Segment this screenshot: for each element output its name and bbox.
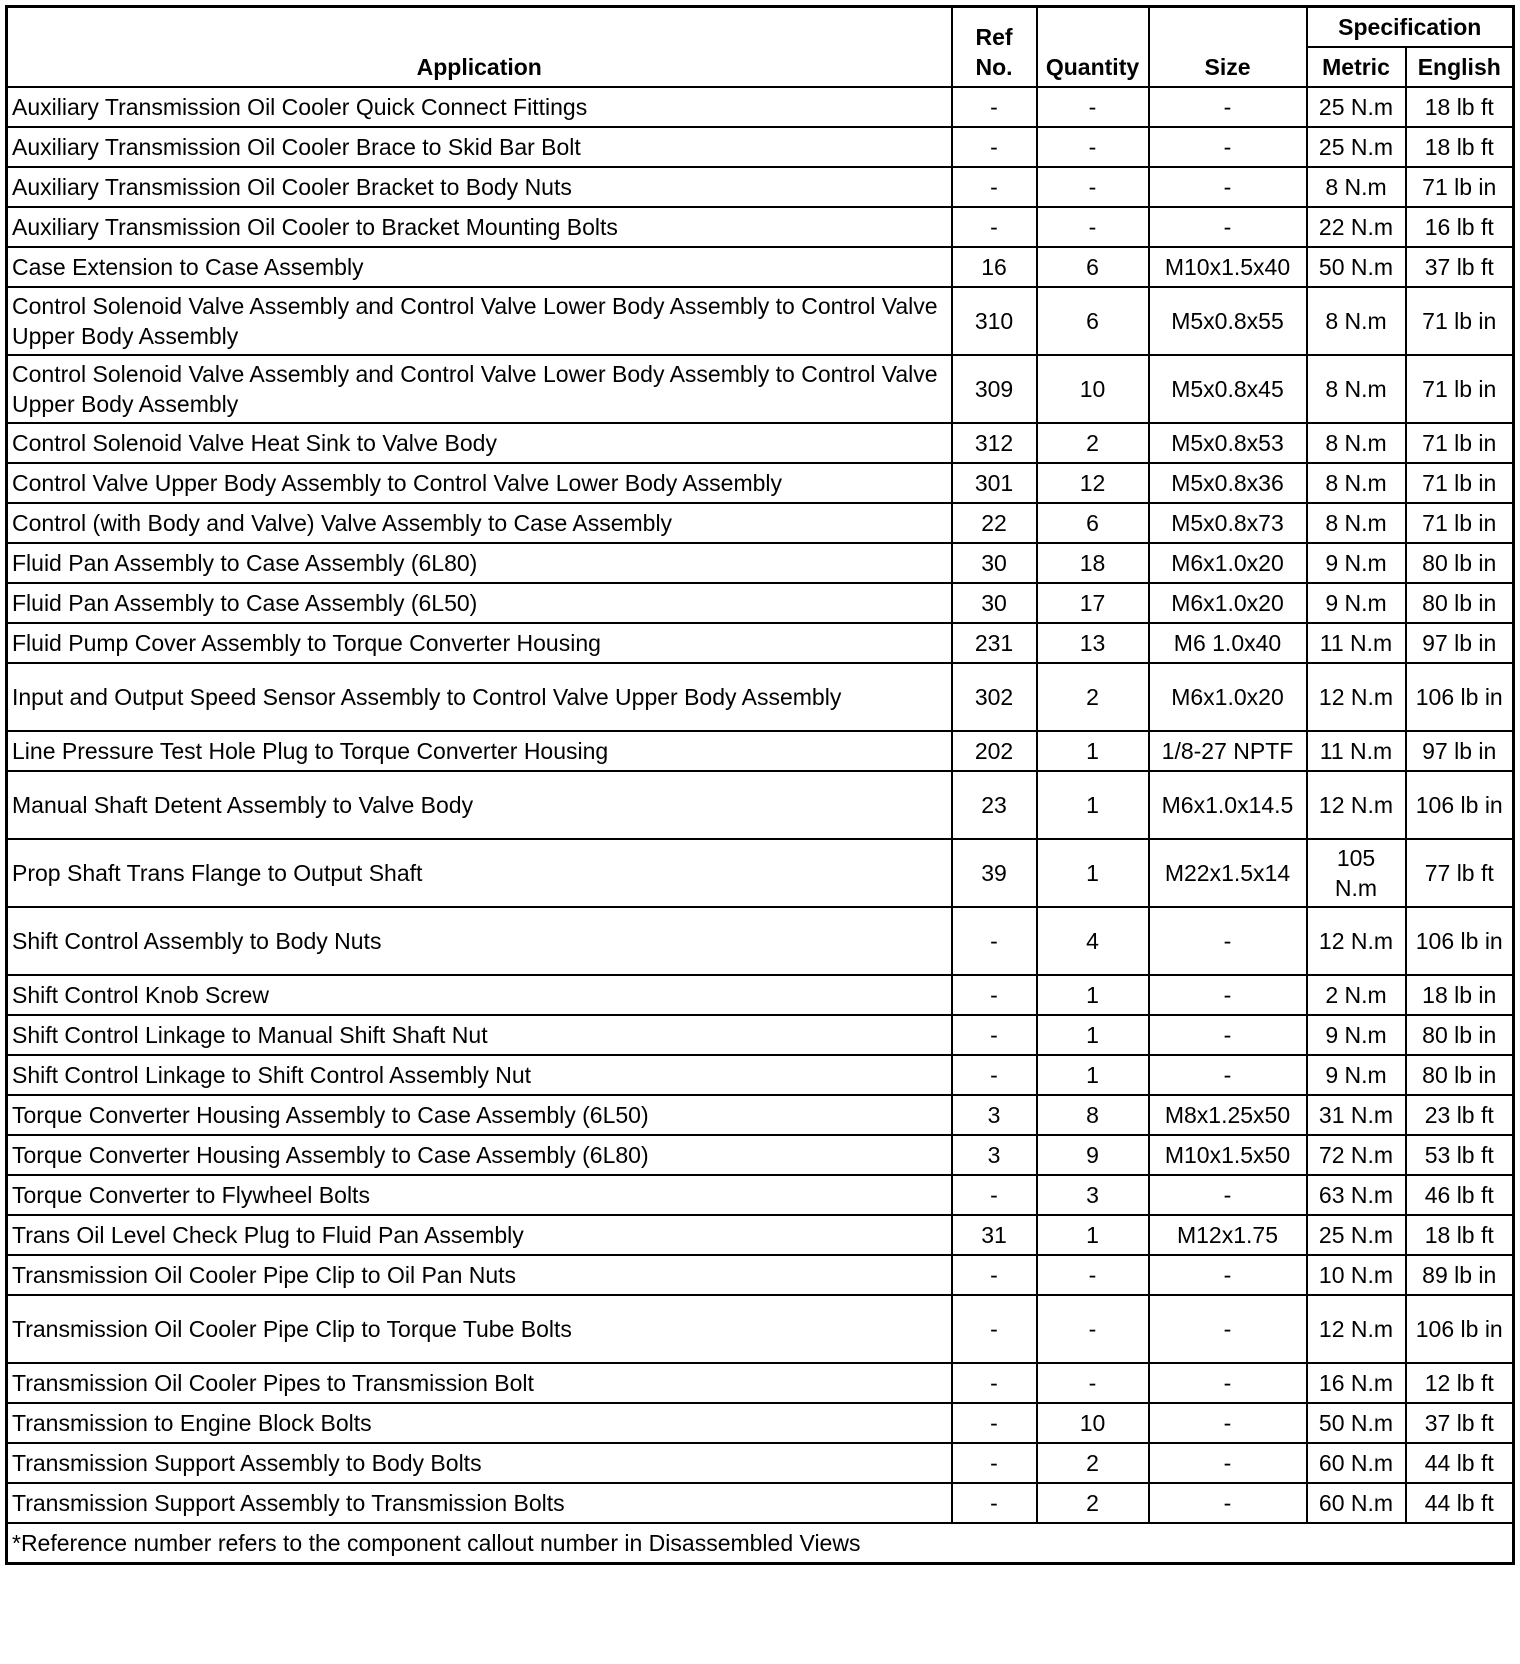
header-quantity: Quantity — [1037, 7, 1149, 88]
size-cell: M6x1.0x14.5 — [1149, 771, 1307, 839]
quantity-cell: 6 — [1037, 247, 1149, 287]
size-cell: - — [1149, 207, 1307, 247]
table-header — [7, 7, 1514, 88]
table-row — [7, 1403, 1514, 1443]
quantity-cell: 2 — [1037, 423, 1149, 463]
quantity-cell: 18 — [1037, 543, 1149, 583]
ref-no-cell: 23 — [952, 771, 1037, 839]
ref-no-cell: - — [952, 1255, 1037, 1295]
size-cell: - — [1149, 1255, 1307, 1295]
quantity-cell: 6 — [1037, 287, 1149, 355]
application-cell: Torque Converter Housing Assembly to Case Assembly (6L80) — [7, 1135, 952, 1175]
quantity-cell: 1 — [1037, 771, 1149, 839]
table-row — [7, 287, 1514, 355]
table-row — [7, 663, 1514, 731]
size-cell: - — [1149, 907, 1307, 975]
table-row — [7, 1295, 1514, 1363]
quantity-cell: - — [1037, 1363, 1149, 1403]
english-torque-cell: 37 lb ft — [1406, 1403, 1514, 1443]
size-cell: - — [1149, 1295, 1307, 1363]
table-body — [7, 87, 1514, 1523]
english-torque-cell: 18 lb ft — [1406, 1215, 1514, 1255]
english-torque-cell: 106 lb in — [1406, 1295, 1514, 1363]
ref-no-cell: 301 — [952, 463, 1037, 503]
metric-torque-cell: 50 N.m — [1307, 1403, 1406, 1443]
ref-no-cell: - — [952, 1403, 1037, 1443]
english-torque-cell: 106 lb in — [1406, 663, 1514, 731]
ref-no-cell: - — [952, 907, 1037, 975]
size-cell: M5x0.8x45 — [1149, 355, 1307, 423]
application-cell: Control Solenoid Valve Heat Sink to Valve Body — [7, 423, 952, 463]
header-size: Size — [1149, 7, 1307, 88]
size-cell: - — [1149, 127, 1307, 167]
ref-no-cell: 231 — [952, 623, 1037, 663]
table-row — [7, 771, 1514, 839]
quantity-cell: 1 — [1037, 839, 1149, 907]
english-torque-cell: 16 lb ft — [1406, 207, 1514, 247]
quantity-cell: 2 — [1037, 1443, 1149, 1483]
quantity-cell: 2 — [1037, 663, 1149, 731]
english-torque-cell: 80 lb in — [1406, 543, 1514, 583]
application-cell: Transmission Oil Cooler Pipe Clip to Oil Pan Nuts — [7, 1255, 952, 1295]
quantity-cell: 3 — [1037, 1175, 1149, 1215]
metric-torque-cell: 105 N.m — [1307, 839, 1406, 907]
quantity-cell: 9 — [1037, 1135, 1149, 1175]
table-row — [7, 623, 1514, 663]
application-cell: Shift Control Assembly to Body Nuts — [7, 907, 952, 975]
metric-torque-cell: 9 N.m — [1307, 583, 1406, 623]
quantity-cell: - — [1037, 127, 1149, 167]
quantity-cell: - — [1037, 167, 1149, 207]
application-cell: Auxiliary Transmission Oil Cooler Quick Connect Fittings — [7, 87, 952, 127]
size-cell: M6x1.0x20 — [1149, 583, 1307, 623]
table-row — [7, 1015, 1514, 1055]
english-torque-cell: 18 lb ft — [1406, 127, 1514, 167]
size-cell: M5x0.8x73 — [1149, 503, 1307, 543]
english-torque-cell: 71 lb in — [1406, 355, 1514, 423]
table-row — [7, 1215, 1514, 1255]
ref-no-cell: 30 — [952, 583, 1037, 623]
english-torque-cell: 106 lb in — [1406, 907, 1514, 975]
size-cell: M6x1.0x20 — [1149, 543, 1307, 583]
quantity-cell: - — [1037, 207, 1149, 247]
english-torque-cell: 37 lb ft — [1406, 247, 1514, 287]
table-row — [7, 355, 1514, 423]
english-torque-cell: 18 lb ft — [1406, 87, 1514, 127]
english-torque-cell: 46 lb ft — [1406, 1175, 1514, 1215]
metric-torque-cell: 8 N.m — [1307, 423, 1406, 463]
english-torque-cell: 23 lb ft — [1406, 1095, 1514, 1135]
table-row — [7, 247, 1514, 287]
header-ref-no-line1: Ref — [975, 24, 1013, 50]
ref-no-cell: - — [952, 1175, 1037, 1215]
metric-torque-cell: 2 N.m — [1307, 975, 1406, 1015]
metric-torque-cell: 9 N.m — [1307, 1055, 1406, 1095]
size-cell: M5x0.8x53 — [1149, 423, 1307, 463]
quantity-cell: 17 — [1037, 583, 1149, 623]
fastener-torque-table-container — [5, 5, 1512, 1565]
quantity-cell: 12 — [1037, 463, 1149, 503]
size-cell: M6x1.0x20 — [1149, 663, 1307, 731]
quantity-cell: - — [1037, 87, 1149, 127]
quantity-cell: 8 — [1037, 1095, 1149, 1135]
application-cell: Auxiliary Transmission Oil Cooler to Bracket Mounting Bolts — [7, 207, 952, 247]
quantity-cell: - — [1037, 1255, 1149, 1295]
quantity-cell: 13 — [1037, 623, 1149, 663]
size-cell: M10x1.5x40 — [1149, 247, 1307, 287]
application-cell: Fluid Pump Cover Assembly to Torque Converter Housing — [7, 623, 952, 663]
application-cell: Control (with Body and Valve) Valve Assembly to Case Assembly — [7, 503, 952, 543]
table-row — [7, 463, 1514, 503]
metric-torque-cell: 12 N.m — [1307, 907, 1406, 975]
metric-torque-cell: 25 N.m — [1307, 87, 1406, 127]
ref-no-cell: 31 — [952, 1215, 1037, 1255]
application-cell: Shift Control Linkage to Manual Shift Shaft Nut — [7, 1015, 952, 1055]
quantity-cell: 10 — [1037, 355, 1149, 423]
size-cell: M10x1.5x50 — [1149, 1135, 1307, 1175]
english-torque-cell: 77 lb ft — [1406, 839, 1514, 907]
table-row — [7, 503, 1514, 543]
table-row — [7, 731, 1514, 771]
application-cell: Shift Control Linkage to Shift Control Assembly Nut — [7, 1055, 952, 1095]
english-torque-cell: 71 lb in — [1406, 503, 1514, 543]
metric-torque-cell: 8 N.m — [1307, 463, 1406, 503]
table-row — [7, 1095, 1514, 1135]
table-row — [7, 975, 1514, 1015]
english-torque-cell: 18 lb in — [1406, 975, 1514, 1015]
ref-no-cell: 22 — [952, 503, 1037, 543]
ref-no-cell: - — [952, 1295, 1037, 1363]
ref-no-cell: 312 — [952, 423, 1037, 463]
metric-torque-cell: 25 N.m — [1307, 127, 1406, 167]
metric-torque-cell: 8 N.m — [1307, 167, 1406, 207]
table-row — [7, 1055, 1514, 1095]
metric-torque-cell: 8 N.m — [1307, 287, 1406, 355]
ref-no-cell: - — [952, 167, 1037, 207]
header-ref-no-line2: No. — [975, 54, 1013, 80]
metric-torque-cell: 22 N.m — [1307, 207, 1406, 247]
metric-torque-cell: 12 N.m — [1307, 1295, 1406, 1363]
application-cell: Auxiliary Transmission Oil Cooler Bracket to Body Nuts — [7, 167, 952, 207]
metric-torque-cell: 11 N.m — [1307, 731, 1406, 771]
application-cell: Fluid Pan Assembly to Case Assembly (6L50) — [7, 583, 952, 623]
metric-torque-cell: 9 N.m — [1307, 1015, 1406, 1055]
size-cell: M5x0.8x55 — [1149, 287, 1307, 355]
application-cell: Control Valve Upper Body Assembly to Control Valve Lower Body Assembly — [7, 463, 952, 503]
application-cell: Control Solenoid Valve Assembly and Control Valve Lower Body Assembly to Control Valve Upper Body Assembly — [7, 287, 952, 355]
table-row — [7, 167, 1514, 207]
ref-no-cell: - — [952, 1483, 1037, 1523]
metric-torque-cell: 60 N.m — [1307, 1443, 1406, 1483]
metric-torque-cell: 10 N.m — [1307, 1255, 1406, 1295]
size-cell: - — [1149, 975, 1307, 1015]
quantity-cell: - — [1037, 1295, 1149, 1363]
application-cell: Transmission to Engine Block Bolts — [7, 1403, 952, 1443]
table-row — [7, 907, 1514, 975]
quantity-cell: 1 — [1037, 731, 1149, 771]
header-ref-no — [952, 7, 1037, 88]
metric-torque-cell: 63 N.m — [1307, 1175, 1406, 1215]
english-torque-cell: 80 lb in — [1406, 1015, 1514, 1055]
english-torque-cell: 12 lb ft — [1406, 1363, 1514, 1403]
metric-torque-cell: 8 N.m — [1307, 503, 1406, 543]
ref-no-cell: 3 — [952, 1095, 1037, 1135]
english-torque-cell: 89 lb in — [1406, 1255, 1514, 1295]
application-cell: Torque Converter Housing Assembly to Case Assembly (6L50) — [7, 1095, 952, 1135]
size-cell: - — [1149, 167, 1307, 207]
size-cell: - — [1149, 1175, 1307, 1215]
metric-torque-cell: 12 N.m — [1307, 771, 1406, 839]
fastener-torque-table — [5, 5, 1515, 1565]
size-cell: 1/8-27 NPTF — [1149, 731, 1307, 771]
quantity-cell: 1 — [1037, 1215, 1149, 1255]
ref-no-cell: - — [952, 1055, 1037, 1095]
english-torque-cell: 80 lb in — [1406, 1055, 1514, 1095]
ref-no-cell: 202 — [952, 731, 1037, 771]
application-cell: Transmission Support Assembly to Body Bolts — [7, 1443, 952, 1483]
size-cell: M22x1.5x14 — [1149, 839, 1307, 907]
size-cell: - — [1149, 1015, 1307, 1055]
ref-no-cell: 30 — [952, 543, 1037, 583]
ref-no-cell: - — [952, 1015, 1037, 1055]
metric-torque-cell: 50 N.m — [1307, 247, 1406, 287]
metric-torque-cell: 25 N.m — [1307, 1215, 1406, 1255]
english-torque-cell: 97 lb in — [1406, 731, 1514, 771]
metric-torque-cell: 31 N.m — [1307, 1095, 1406, 1135]
ref-no-cell: 3 — [952, 1135, 1037, 1175]
header-metric: Metric — [1307, 47, 1406, 87]
header-application: Application — [7, 7, 952, 88]
metric-torque-cell: 8 N.m — [1307, 355, 1406, 423]
ref-no-cell: 16 — [952, 247, 1037, 287]
size-cell: M5x0.8x36 — [1149, 463, 1307, 503]
english-torque-cell: 106 lb in — [1406, 771, 1514, 839]
english-torque-cell: 71 lb in — [1406, 287, 1514, 355]
ref-no-cell: 39 — [952, 839, 1037, 907]
quantity-cell: 10 — [1037, 1403, 1149, 1443]
application-cell: Prop Shaft Trans Flange to Output Shaft — [7, 839, 952, 907]
table-row — [7, 1135, 1514, 1175]
english-torque-cell: 71 lb in — [1406, 423, 1514, 463]
header-english: English — [1406, 47, 1514, 87]
metric-torque-cell: 60 N.m — [1307, 1483, 1406, 1523]
header-specification: Specification — [1307, 7, 1514, 48]
application-cell: Case Extension to Case Assembly — [7, 247, 952, 287]
table-row — [7, 583, 1514, 623]
ref-no-cell: - — [952, 1363, 1037, 1403]
table-row — [7, 207, 1514, 247]
table-row — [7, 127, 1514, 167]
footnote: *Reference number refers to the component callout number in Disassembled Views — [7, 1523, 1514, 1564]
ref-no-cell: - — [952, 127, 1037, 167]
quantity-cell: 1 — [1037, 1015, 1149, 1055]
metric-torque-cell: 72 N.m — [1307, 1135, 1406, 1175]
english-torque-cell: 80 lb in — [1406, 583, 1514, 623]
table-row — [7, 1483, 1514, 1523]
size-cell: M8x1.25x50 — [1149, 1095, 1307, 1135]
ref-no-cell: 310 — [952, 287, 1037, 355]
table-row — [7, 1175, 1514, 1215]
application-cell: Line Pressure Test Hole Plug to Torque Converter Housing — [7, 731, 952, 771]
metric-torque-cell: 9 N.m — [1307, 543, 1406, 583]
ref-no-cell: - — [952, 1443, 1037, 1483]
table-row — [7, 423, 1514, 463]
table-row — [7, 543, 1514, 583]
metric-torque-cell: 12 N.m — [1307, 663, 1406, 731]
application-cell: Transmission Oil Cooler Pipe Clip to Torque Tube Bolts — [7, 1295, 952, 1363]
size-cell: - — [1149, 1443, 1307, 1483]
table-row — [7, 87, 1514, 127]
english-torque-cell: 71 lb in — [1406, 167, 1514, 207]
table-row — [7, 1255, 1514, 1295]
english-torque-cell: 44 lb ft — [1406, 1483, 1514, 1523]
quantity-cell: 2 — [1037, 1483, 1149, 1523]
size-cell: - — [1149, 1483, 1307, 1523]
table-row — [7, 1363, 1514, 1403]
quantity-cell: 1 — [1037, 1055, 1149, 1095]
ref-no-cell: - — [952, 975, 1037, 1015]
size-cell: - — [1149, 1055, 1307, 1095]
application-cell: Trans Oil Level Check Plug to Fluid Pan Assembly — [7, 1215, 952, 1255]
size-cell: - — [1149, 1403, 1307, 1443]
english-torque-cell: 71 lb in — [1406, 463, 1514, 503]
english-torque-cell: 44 lb ft — [1406, 1443, 1514, 1483]
application-cell: Shift Control Knob Screw — [7, 975, 952, 1015]
ref-no-cell: - — [952, 87, 1037, 127]
ref-no-cell: 302 — [952, 663, 1037, 731]
application-cell: Auxiliary Transmission Oil Cooler Brace to Skid Bar Bolt — [7, 127, 952, 167]
metric-torque-cell: 11 N.m — [1307, 623, 1406, 663]
application-cell: Input and Output Speed Sensor Assembly to Control Valve Upper Body Assembly — [7, 663, 952, 731]
english-torque-cell: 97 lb in — [1406, 623, 1514, 663]
application-cell: Transmission Support Assembly to Transmission Bolts — [7, 1483, 952, 1523]
application-cell: Fluid Pan Assembly to Case Assembly (6L80) — [7, 543, 952, 583]
application-cell: Torque Converter to Flywheel Bolts — [7, 1175, 952, 1215]
quantity-cell: 1 — [1037, 975, 1149, 1015]
quantity-cell: 6 — [1037, 503, 1149, 543]
ref-no-cell: - — [952, 207, 1037, 247]
application-cell: Transmission Oil Cooler Pipes to Transmission Bolt — [7, 1363, 952, 1403]
table-row — [7, 1443, 1514, 1483]
table-row — [7, 839, 1514, 907]
size-cell: M6 1.0x40 — [1149, 623, 1307, 663]
size-cell: - — [1149, 87, 1307, 127]
ref-no-cell: 309 — [952, 355, 1037, 423]
size-cell: M12x1.75 — [1149, 1215, 1307, 1255]
metric-torque-cell: 16 N.m — [1307, 1363, 1406, 1403]
application-cell: Control Solenoid Valve Assembly and Control Valve Lower Body Assembly to Control Valve Upper Body Assembly — [7, 355, 952, 423]
size-cell: - — [1149, 1363, 1307, 1403]
quantity-cell: 4 — [1037, 907, 1149, 975]
english-torque-cell: 53 lb ft — [1406, 1135, 1514, 1175]
application-cell: Manual Shaft Detent Assembly to Valve Body — [7, 771, 952, 839]
